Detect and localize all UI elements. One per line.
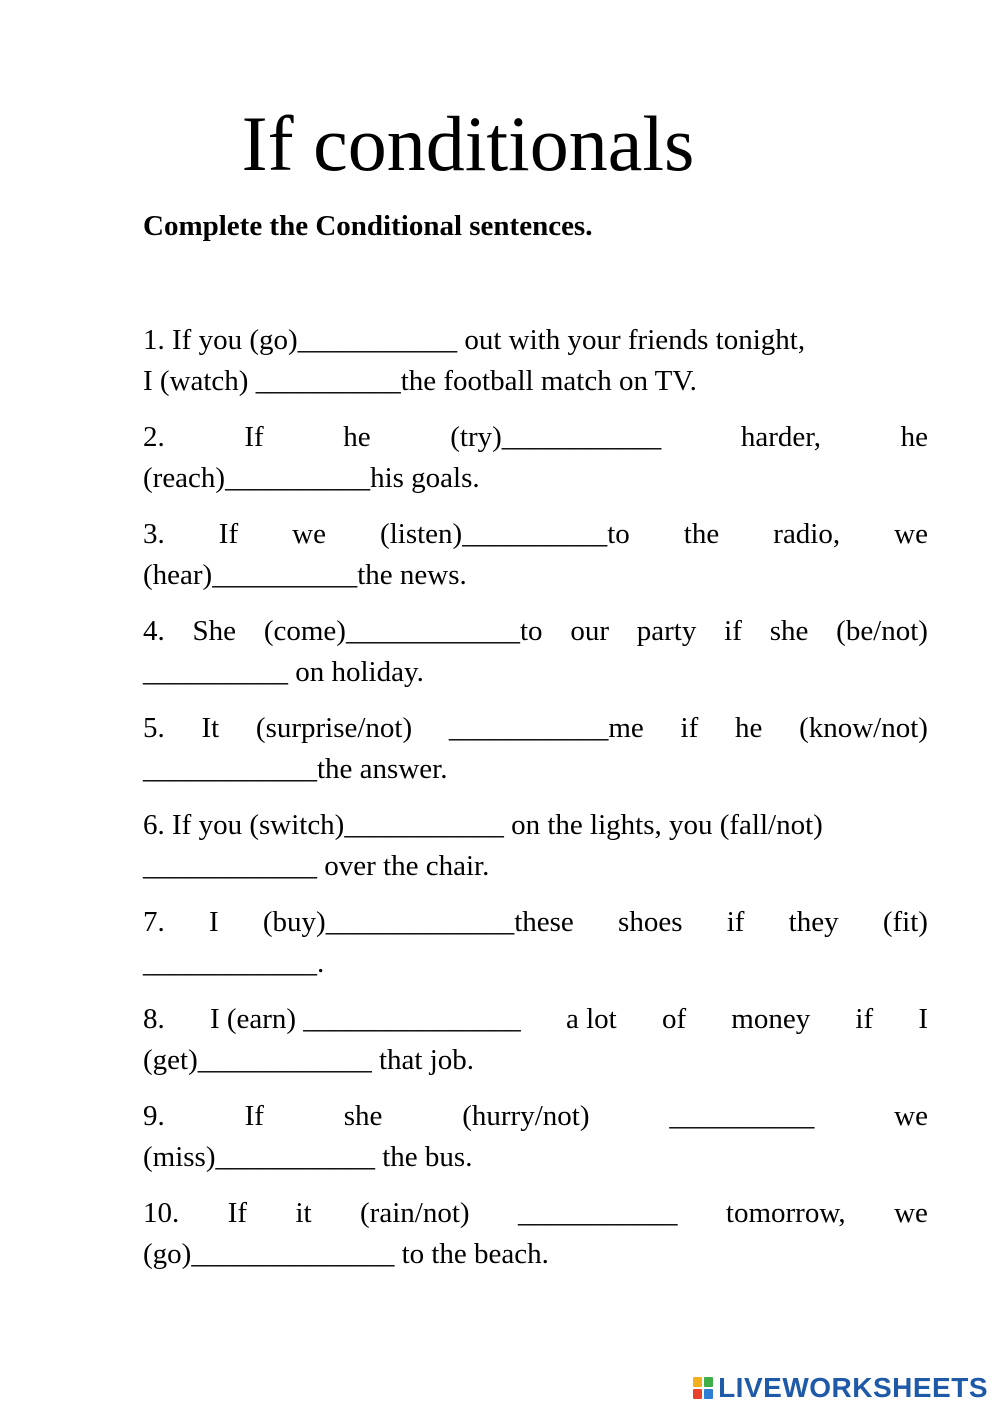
question-text: it [295,1197,312,1229]
question-1-line1 [143,322,928,358]
question-text: 8. [143,1003,165,1035]
logo-tile [693,1389,702,1399]
question-4-line1 [143,613,928,649]
question-text: they [788,906,839,938]
question-text: (get)____________ that job. [143,1044,475,1076]
question-text: (rain/not) [360,1197,470,1229]
question-text: (go)______________ to the beach. [143,1238,549,1270]
question-10-line2 [143,1236,928,1272]
question-text: he [900,421,928,453]
question-text: tomorrow, [725,1197,846,1229]
question-6-line1 [143,807,928,843]
question-text: harder, [740,421,822,453]
page-title: If conditionals [241,100,695,187]
question-1-line2 [143,363,928,399]
question-text: 3. [143,518,165,550]
question-9-line2 [143,1139,928,1175]
question-text: I [208,906,219,938]
question-text: I [918,1003,928,1035]
question-10-line1 [143,1195,928,1231]
question-text: she [343,1100,383,1132]
question-text: we [894,1197,928,1229]
question-text: (buy)_____________these [262,906,574,938]
question-text: I (watch) __________the football match on TV. [143,365,697,397]
question-text: money [731,1003,811,1035]
question-7-line1 [143,904,928,940]
question-8-line2 [143,1042,928,1078]
question-text: if [724,615,742,647]
question-text: if [855,1003,874,1035]
question-text: (surprise/not) [255,712,413,744]
question-text: (hurry/not) [462,1100,590,1132]
question-text: If [244,421,264,453]
brand-name: LIVEWORKSHEETS [718,1372,988,1403]
question-8-line1 [143,1001,928,1037]
question-text: If [218,518,239,550]
question-text: he [734,712,763,744]
question-4-line2 [143,654,928,690]
question-text: 1. If you (go)___________ out with your friends tonight, [143,324,806,356]
question-9-line1 [143,1098,928,1134]
question-text: ____________. [143,947,325,979]
question-6-line2 [143,848,928,884]
question-text: (listen)__________to [380,518,630,550]
question-text: If [244,1100,264,1132]
question-text: 4. [143,615,165,647]
question-text: our [570,615,609,647]
question-text: If [227,1197,248,1229]
question-text: shoes [618,906,683,938]
question-text: __________ [669,1100,815,1132]
question-text: It [201,712,220,744]
question-text: we [894,1100,928,1132]
question-text: (try)___________ [450,421,662,453]
question-5-line2 [143,751,928,787]
logo-tile [693,1377,702,1387]
liveworksheets-logo [692,1372,988,1404]
question-text: __________ on holiday. [143,656,424,688]
question-text: we [894,518,928,550]
question-text: She [192,615,237,647]
question-text: (be/not) [836,615,928,647]
question-text: of [661,1003,687,1035]
question-text: a lot [566,1003,617,1035]
question-text: party [636,615,697,647]
question-text: (fit) [882,906,928,938]
question-text: (come)____________to [263,615,543,647]
question-text: he [343,421,371,453]
question-text: 6. If you (switch)___________ on the lights, you (fall/not) [143,809,823,841]
logo-tile [704,1377,713,1387]
question-text: (miss)___________ the bus. [143,1141,473,1173]
question-7-line2 [143,945,928,981]
question-text: if [726,906,745,938]
question-text: we [292,518,326,550]
question-text: ___________me [448,712,644,744]
question-text: ____________ over the chair. [143,850,490,882]
question-3-line1 [143,516,928,552]
question-text: radio, [773,518,841,550]
question-text: she [769,615,809,647]
logo-tile [704,1389,713,1399]
question-text: (know/not) [799,712,928,744]
question-2-line1 [143,419,928,455]
question-text: (hear)__________the news. [143,559,467,591]
question-5-line1 [143,710,928,746]
question-text: (reach)__________his goals. [143,462,480,494]
question-text: 9. [143,1100,165,1132]
question-text: 10. [143,1197,180,1229]
question-text: 5. [143,712,165,744]
question-text: 2. [143,421,165,453]
question-text: if [680,712,699,744]
question-2-line2 [143,460,928,496]
question-text: the [683,518,720,550]
liveworksheets-logo-icon [692,1376,714,1400]
instruction: Complete the Conditional sentences. [143,210,593,242]
question-text: ___________ [517,1197,678,1229]
question-text: ____________the answer. [143,753,448,785]
question-text: 7. [143,906,165,938]
question-text: I (earn) _______________ [209,1003,521,1035]
question-3-line2 [143,557,928,593]
